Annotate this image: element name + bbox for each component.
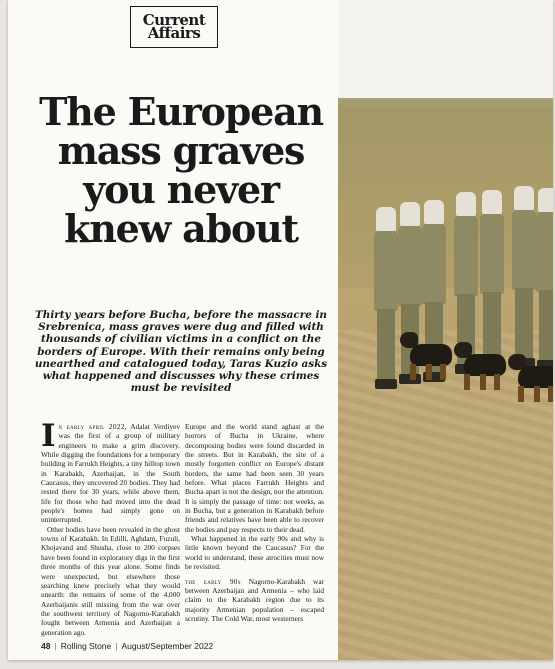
body-paragraph: Europe and the world stand aghast at the horrors of Bucha in Ukraine, where decomposing bodies were found discarded in the streets. But in Karabakh, the site of a mostly forgotten conflict on Europe's distant borders, the same had been seen 30 years before. What places Farrukh Heights and Bucha apart is not the design, nor the attention. It is simply the passage of time: not weeks, as in Bucha, but a generation in Karabakh before friends and relatives have been able to recover the bodies and pay respects to their dead. xyxy=(185,422,324,534)
body-column-1 xyxy=(41,418,181,637)
dog-figure xyxy=(400,330,460,380)
dog-figure xyxy=(454,340,514,390)
body-paragraph xyxy=(41,418,181,525)
page-footer: 48 | Rolling Stone | August/September 2022 xyxy=(41,641,214,651)
lead-in-smallcaps: n early april 2022, xyxy=(58,422,127,431)
body-paragraph: What happened in the early 90s and why is little known beyond the Caucasus? For the world to understand, these atrocities must now be revisited. xyxy=(185,534,324,572)
section-label-line2: Affairs xyxy=(147,24,201,42)
paragraph-text: Adalat Verdiyev was the first of a group of military engineers to make a grim discovery. While digging the foundations for a temporary building in Farrukh Heights, a tiny hilltop town in Karabakh, Azerbaijan, in the South Caucasus, they uncovered 20 bodies. They had rested there for 30 years, while above them, life for those who had moved into the dead people's homes had simply gone on uninterrupted. xyxy=(41,422,181,525)
magazine-page xyxy=(8,0,553,660)
body-column-2 xyxy=(185,422,324,623)
article-photo xyxy=(338,0,553,660)
article-headline: The European mass graves you never knew about xyxy=(39,89,323,251)
page-number: 48 xyxy=(41,641,51,651)
article-dek: Thirty years before Bucha, before the massacre in Srebrenica, mass graves were dug and filled with thousands of civilian victims in a conflict on the borders of Europe. With their remains only being unearthed and catalogued today, Taras Kuzio asks what happened and discusses why these crimes must be revisited xyxy=(34,309,328,395)
drop-cap: I xyxy=(41,418,56,454)
issue-date: August/September 2022 xyxy=(121,641,214,651)
dog-figure xyxy=(508,352,553,402)
body-paragraph: Other bodies have been revealed in the ghost towns of Karabakh. In Edilli, Aghdam, Fuzuli, Khojavand and Shusha, close to 200 corpses have been found in exploratory digs in the first three months of this year alone. Some finds were unexpected, but elsewhere those searching knew precisely what they would unearth: the remains of some of the 4,000 Azerbaijanis still missing from the war over the southwest territory of Nagorno-Karabakh fought between Armenia and Azerbaijan a generation ago. xyxy=(41,524,180,637)
section-label-line1: Current xyxy=(142,11,206,29)
section-lead-smallcaps: the early 90s xyxy=(185,576,241,586)
publication-name: Rolling Stone xyxy=(60,641,112,651)
body-paragraph xyxy=(185,577,324,624)
section-badge xyxy=(130,6,218,48)
paragraph-text: Nagorno-Karabakh war between Azerbaijan and Armenia – who laid claim to the Karabakh region due to its majority Armenian population – escaped scrutiny. The Cold War, most westerners xyxy=(185,576,324,623)
